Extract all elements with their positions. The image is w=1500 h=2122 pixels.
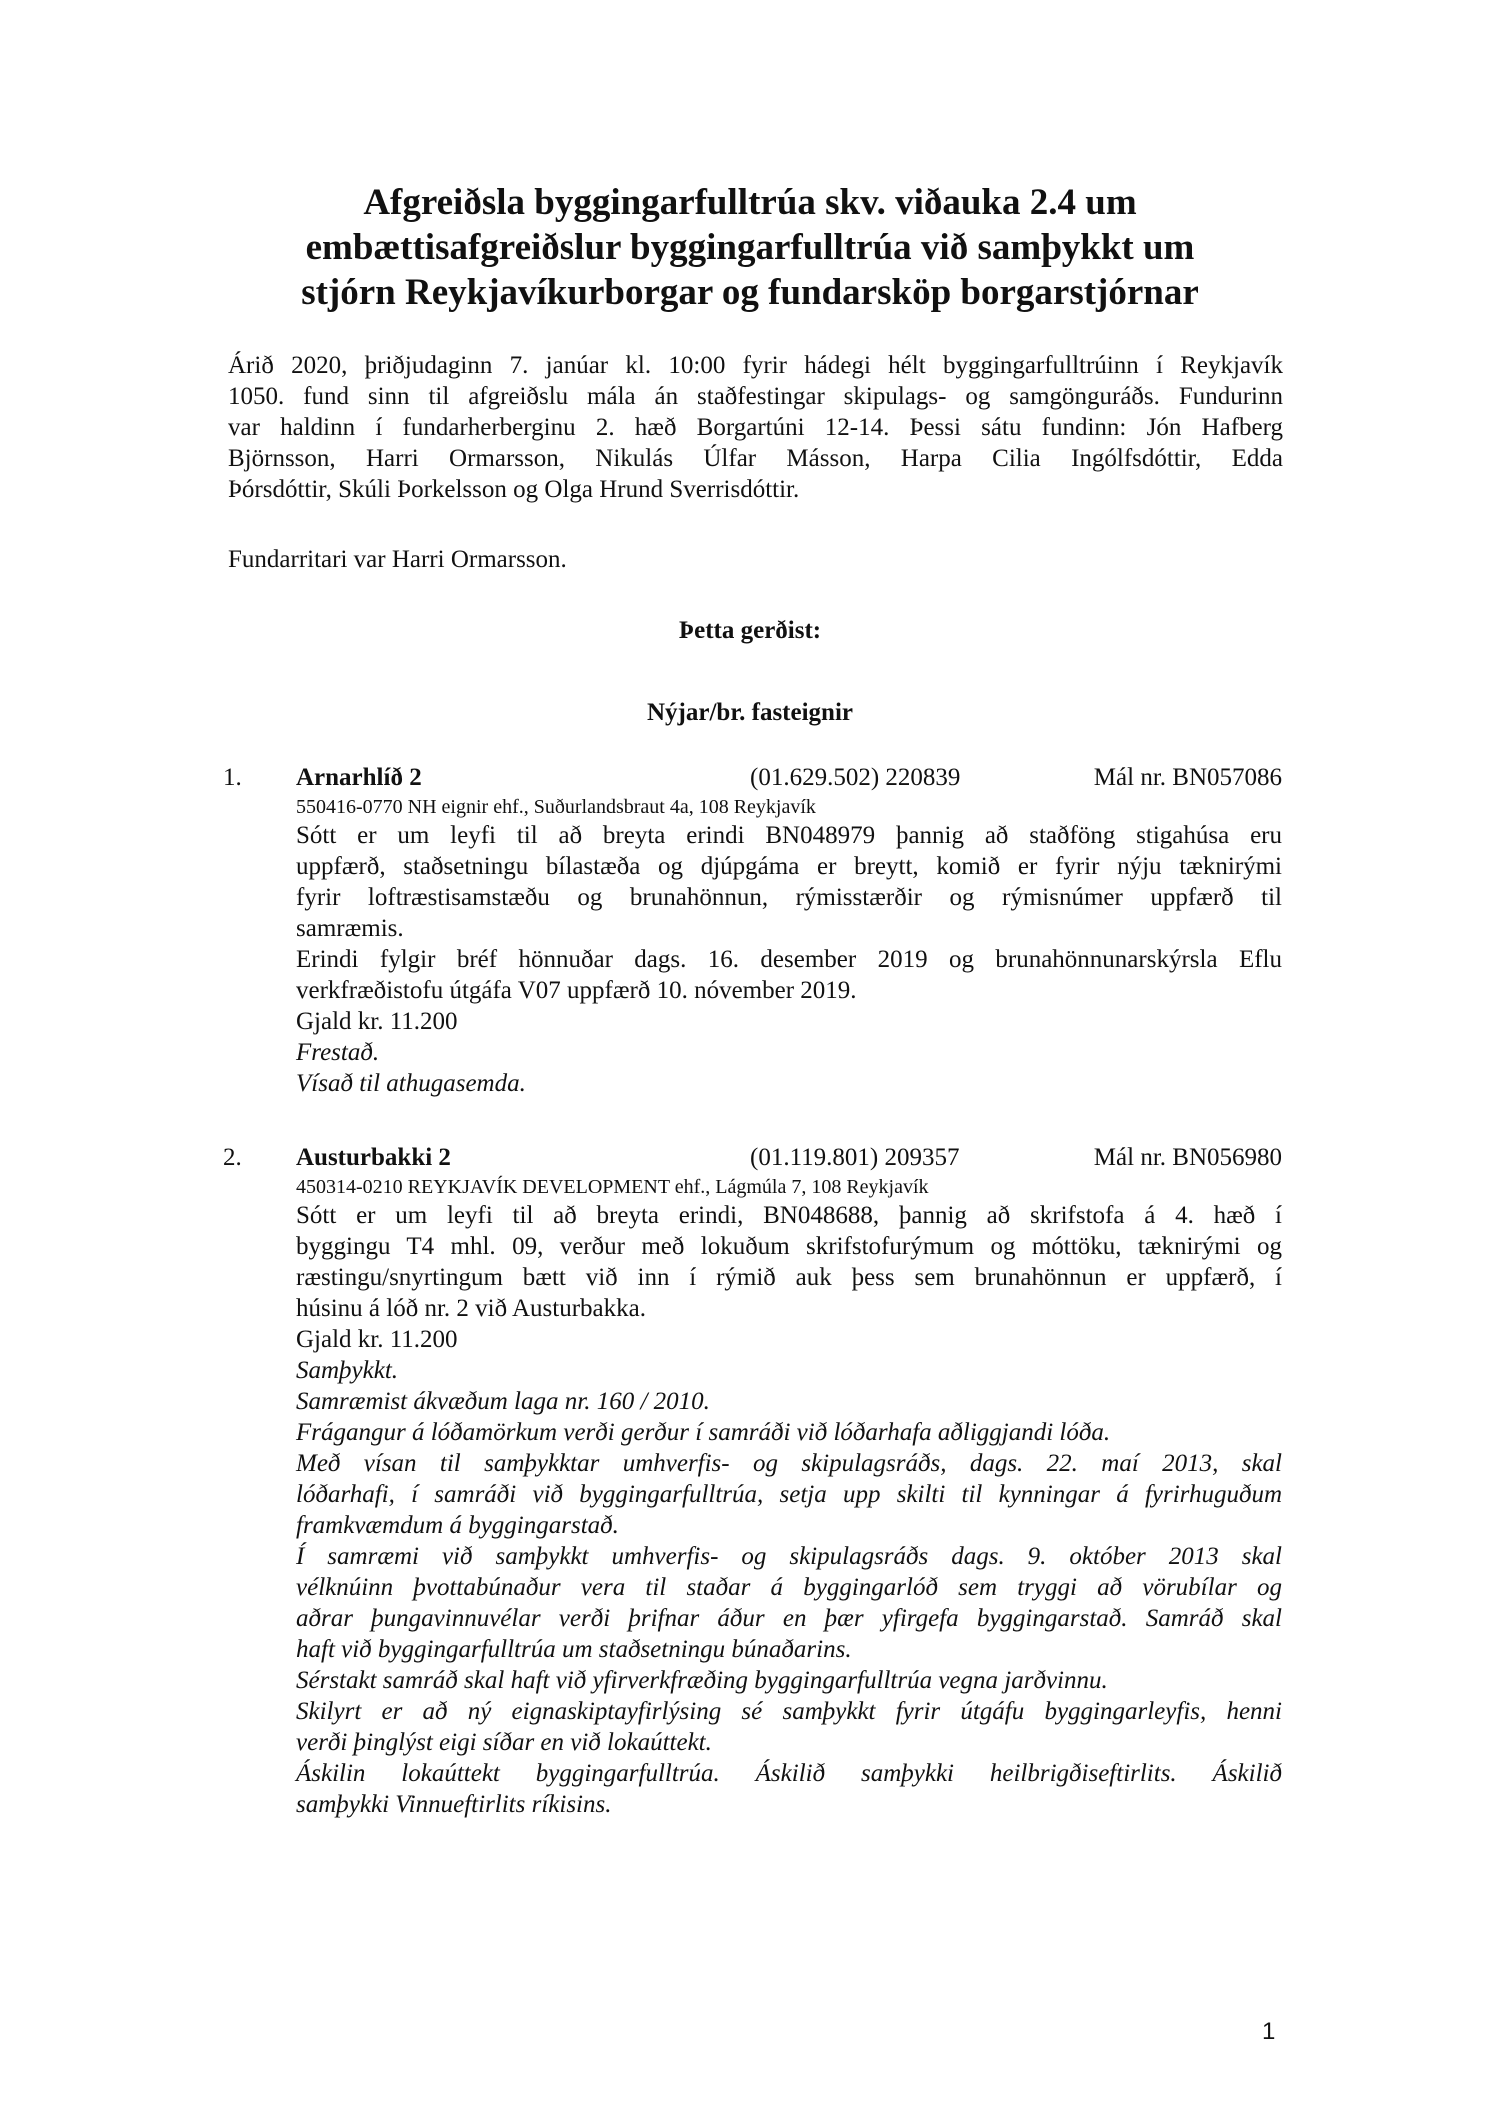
title-line: embættisafgreiðslur byggingarfulltrúa við samþykkt um [305,227,1195,268]
case-desc-line: Sótt er um leyfi til að breyta erindi BN048979 þannig að staðföng stigahúsa eru [296,822,1282,849]
document-title [160,180,1340,315]
case-desc-line: verkfræðistofu útgáfa V07 uppfærð 10. nóvember 2019. [296,977,857,1004]
intro-line: 1050. fund sinn til afgreiðslu mála án staðfestingar skipulags- og samgönguráðs. Fundurinn [228,383,1283,410]
title-line: Afgreiðsla byggingarfulltrúa skv. viðauka 2.4 um [363,182,1137,223]
case-land-id: (01.119.801) 209357 [750,1144,960,1171]
case-desc-line: uppfærð, staðsetningu bílastæða og djúpgáma er breytt, komið er fyrir nýju tæknirými [296,853,1282,880]
case-decision-line: Frestað. [296,1039,380,1066]
case-number: 2. [223,1144,242,1171]
case-owner: 450314-0210 REYKJAVÍK DEVELOPMENT ehf., Lágmúla 7, 108 Reykjavík [296,1176,929,1198]
case-number: 1. [223,764,242,791]
case-fee: Gjald kr. 11.200 [296,1326,458,1353]
case-decision-line: Vísað til athugasemda. [296,1070,526,1097]
case-desc-line: húsinu á lóð nr. 2 við Austurbakka. [296,1295,646,1322]
intro-line: Þórsdóttir, Skúli Þorkelsson og Olga Hrund Sverrisdóttir. [228,476,800,503]
case-decision-line: Samræmist ákvæðum laga nr. 160 / 2010. [296,1388,710,1415]
case-decision-line: framkvæmdum á byggingarstað. [296,1512,619,1539]
case-fee: Gjald kr. 11.200 [296,1008,458,1035]
case-decision-line: Samþykkt. [296,1357,399,1384]
case-decision-line: haft við byggingarfulltrúa um staðsetningu búnaðarins. [296,1636,852,1663]
case-decision-line: samþykki Vinnueftirlits ríkisins. [296,1791,612,1818]
case-decision-line: Skilyrt er að ný eignaskiptayfirlýsing sé samþykkt fyrir útgáfu byggingarleyfis, henni [296,1698,1282,1725]
case-owner: 550416-0770 NH eignir ehf., Suðurlandsbraut 4a, 108 Reykjavík [296,796,816,818]
intro-paragraph [228,350,1283,505]
case-desc-line: Sótt er um leyfi til að breyta erindi, BN048688, þannig að skrifstofa á 4. hæð í [296,1202,1282,1229]
intro-line: Árið 2020, þriðjudaginn 7. janúar kl. 10:00 fyrir hádegi hélt byggingarfulltrúinn í Reykjavík [228,352,1283,379]
heading-main: Þetta gerðist: [678,617,822,644]
case-body [296,1200,1282,1820]
page-number: 1 [1262,2018,1276,2045]
title-line: stjórn Reykjavíkurborgar og fundarsköp borgarstjórnar [301,272,1199,313]
case-decision-line: Frágangur á lóðamörkum verði gerður í samráði við lóðarhafa aðliggjandi lóða. [296,1419,1111,1446]
case-address: Arnarhlíð 2 [296,764,422,791]
secretary-line: Fundarritari var Harri Ormarsson. [228,546,567,573]
case-desc-line: ræstingu/snyrtingum bætt við inn í rýmið auk þess sem brunahönnun er uppfærð, í [296,1264,1282,1291]
case-decision-line: Með vísan til samþykktar umhverfis- og skipulagsráðs, dags. 22. maí 2013, skal [296,1450,1282,1477]
intro-line: Björnsson, Harri Ormarsson, Nikulás Úlfar Másson, Harpa Cilia Ingólfsdóttir, Edda [228,445,1283,472]
case-decision-line: verði þinglýst eigi síðar en við lokaúttekt. [296,1729,712,1756]
case-decision-line: Áskilin lokaúttekt byggingarfulltrúa. Áskilið samþykki heilbrigðiseftirlits. Áskilið [296,1760,1282,1787]
case-body [296,820,1282,1099]
case-desc-line: samræmis. [296,915,404,942]
case-number-ref: Mál nr. BN056980 [1093,1144,1282,1171]
case-land-id: (01.629.502) 220839 [750,764,961,791]
case-address: Austurbakki 2 [296,1144,451,1171]
case-desc-line: byggingu T4 mhl. 09, verður með lokuðum skrifstofurýmum og móttöku, tæknirými og [296,1233,1282,1260]
case-desc-line: Erindi fylgir bréf hönnuðar dags. 16. desember 2019 og brunahönnunarskýrsla Eflu [296,946,1282,973]
intro-line: var haldinn í fundarherberginu 2. hæð Borgartúni 12-14. Þessi sátu fundinn: Jón Hafberg [228,414,1283,441]
case-decision-line: aðrar þungavinnuvélar verði þrifnar áður en þær yfirgefa byggingarstað. Samráð skal [296,1605,1282,1632]
case-decision-line: Sérstakt samráð skal haft við yfirverkfræðing byggingarfulltrúa vegna jarðvinnu. [296,1667,1108,1694]
case-desc-line: fyrir loftræstisamstæðu og brunahönnun, rýmisstærðir og rýmisnúmer uppfærð til [296,884,1282,911]
case-decision-line: Í samræmi við samþykkt umhverfis- og skipulagsráðs dags. 9. október 2013 skal [296,1543,1282,1570]
case-number-ref: Mál nr. BN057086 [1093,764,1282,791]
heading-section: Nýjar/br. fasteignir [647,699,853,726]
case-decision-line: lóðarhafi, í samráði við byggingarfulltrúa, setja upp skilti til kynningar á fyrirhuguðum [296,1481,1282,1508]
case-decision-line: vélknúinn þvottabúnaður vera til staðar á byggingarlóð sem tryggi að vörubílar og [296,1574,1282,1601]
